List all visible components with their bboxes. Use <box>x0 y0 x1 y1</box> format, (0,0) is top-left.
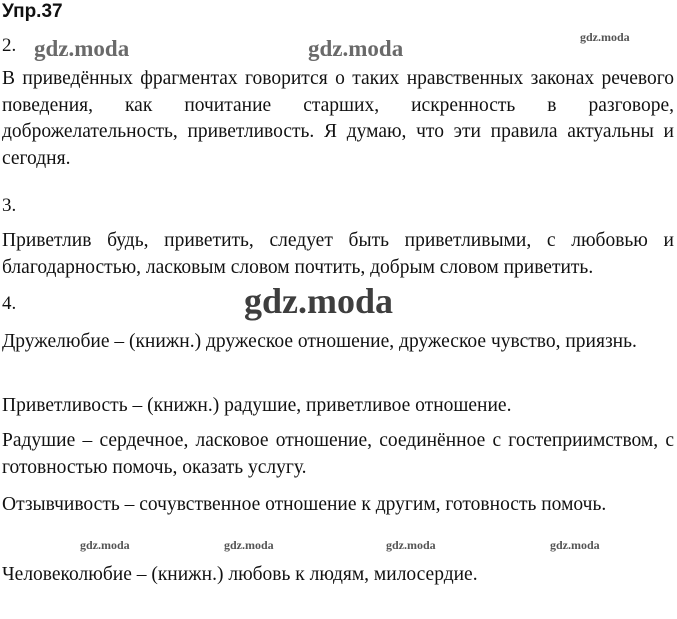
definition-privetlivost: Приветливость – (книжн.) радушие, приветливое отношение. <box>2 395 512 416</box>
watermark: gdz.moda <box>580 30 630 44</box>
definition-radushie: Радушие – сердечное, ласковое отношение, соединённое с гостеприимством, с готовностью помочь, оказать услугу. <box>2 430 674 478</box>
watermark: gdz.moda <box>386 538 436 552</box>
section-2-paragraph: В приведённых фрагментах говорится о таких нравственных законах речевого поведения, как почитание старших, искренность в разговоре, доброжелательность, приветливость. Я думаю, что эти правила актуальны и сегодня. <box>2 68 674 169</box>
watermark: gdz.moda <box>308 36 404 61</box>
section-number: 4. <box>2 293 17 314</box>
watermark: gdz.moda <box>80 538 130 552</box>
definition-otzyvchivost: Отзывчивость – сочувственное отношение к другим, готовность помочь. <box>2 494 607 515</box>
section-number: 3. <box>2 195 17 216</box>
section-number: 2. <box>2 35 17 56</box>
exercise-title: Упр.37 <box>2 1 63 22</box>
watermark: gdz.moda <box>244 281 394 321</box>
watermark: gdz.moda <box>34 36 130 61</box>
watermark: gdz.moda <box>550 538 600 552</box>
definition-druzhelyubie: Дружелюбие – (книжн.) дружеское отношение, дружеское чувство, приязнь. <box>2 331 637 352</box>
definition-chelovekolyubie: Человеколюбие – (книжн.) любовь к людям, милосердие. <box>2 564 478 585</box>
section-3-paragraph: Приветлив будь, приветить, следует быть приветливыми, с любовью и благодарностью, ласковым словом почтить, добрым словом приветить. <box>2 230 674 278</box>
watermark: gdz.moda <box>224 538 274 552</box>
